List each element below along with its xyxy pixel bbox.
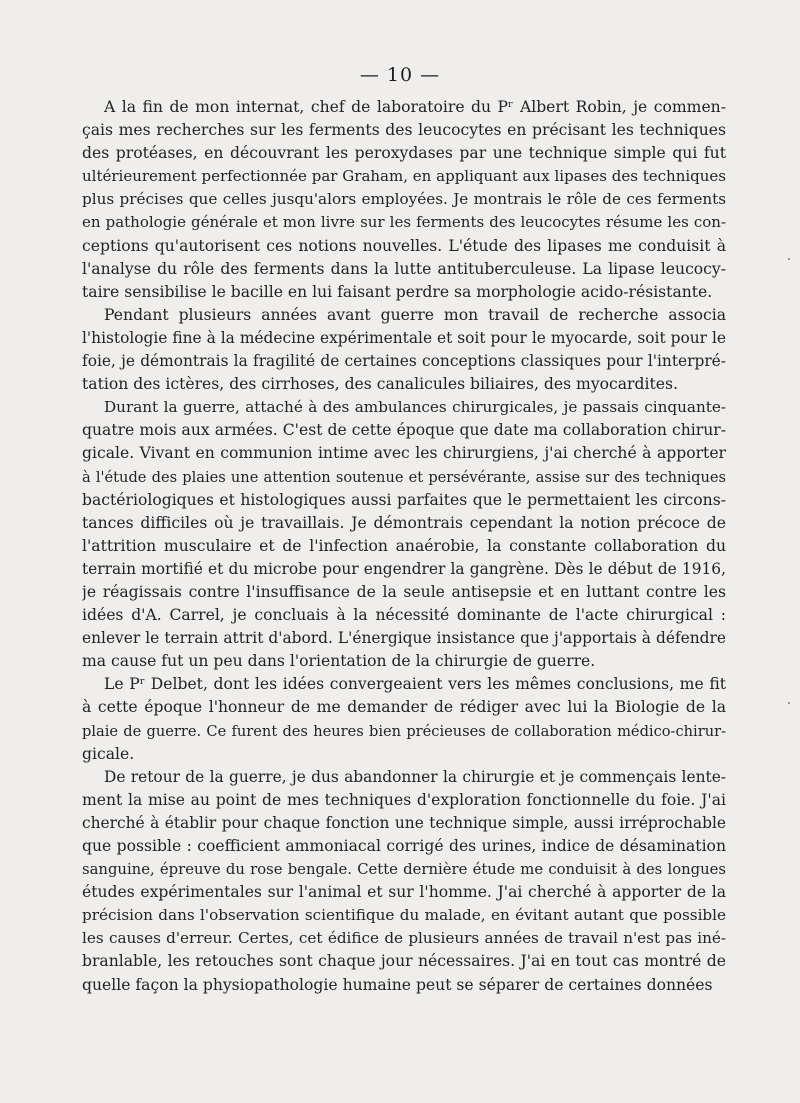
text-line: à l'étude des plaies une attention soutenue et persévérante, assise sur des techniques (82, 468, 726, 486)
text-line: que possible : coefficient ammoniacal corrigé des urines, indice de désamination (82, 837, 726, 855)
text-line: études expérimentales sur l'animal et sur l'homme. J'ai cherché à apporter de la (82, 883, 726, 902)
text-line: plus précises que celles jusqu'alors employées. Je montrais le rôle de ces ferments (82, 190, 726, 209)
text-line: Le Pʳ Delbet, dont les idées convergeaient vers les mêmes conclusions, me fit (104, 675, 726, 694)
text-line: branlable, les retouches sont chaque jour nécessaires. J'ai en tout cas montré de (82, 952, 726, 971)
body-text (82, 96, 726, 997)
text-line: l'attrition musculaire et de l'infection anaérobie, la constante collaboration du (82, 536, 726, 555)
text-line: l'histologie fine à la médecine expérimentale et soit pour le myocarde, soit pour le (82, 328, 726, 347)
paragraph (82, 304, 726, 396)
text-line: Durant la guerre, attaché à des ambulances chirurgicales, je passais cinquante- (104, 398, 726, 417)
text-line: Pendant plusieurs années avant guerre mon travail de recherche associa (104, 305, 726, 324)
text-line: les causes d'erreur. Certes, cet édifice de plusieurs années de travail n'est pas iné- (82, 929, 726, 948)
text-line: quelle façon la physiopathologie humaine peut se séparer de certaines données (82, 975, 713, 994)
text-line: ma cause fut un peu dans l'orientation de la chirurgie de guerre. (82, 652, 596, 671)
paragraph (82, 96, 726, 304)
text-line: ceptions qu'autorisent ces notions nouvelles. L'étude des lipases me conduisit à (82, 236, 726, 255)
text-line: quatre mois aux armées. C'est de cette époque que date ma collaboration chirur- (82, 421, 726, 440)
text-line: ment la mise au point de mes techniques d'exploration fonctionnelle du foie. J'ai (82, 790, 726, 809)
text-line: des protéases, en découvrant les peroxydases par une technique simple qui fut (82, 144, 726, 163)
text-line: je réagissais contre l'insuffisance de la seule antisepsie et en luttant contre les (82, 582, 726, 601)
text-line: à cette époque l'honneur de me demander de rédiger avec lui la Biologie de la (82, 698, 726, 717)
text-line: en pathologie générale et mon livre sur les ferments des leucocytes résume les con- (82, 213, 726, 232)
text-line: plaie de guerre. Ce furent des heures bien précieuses de collaboration médico-chirur- (82, 722, 726, 740)
text-line: l'analyse du rôle des ferments dans la lutte antituberculeuse. La lipase leucocy- (82, 259, 726, 278)
text-line: De retour de la guerre, je dus abandonner la chirurgie et je commençais lente- (104, 767, 726, 786)
text-line: sanguine, épreuve du rose bengale. Cette dernière étude me conduisit à des longues (82, 861, 726, 879)
text-line: A la fin de mon internat, chef de laboratoire du Pʳ Albert Robin, je commen- (104, 98, 726, 116)
margin-speck (788, 258, 790, 260)
text-line: précision dans l'observation scientifique du malade, en évitant autant que possible (82, 906, 726, 925)
text-line: gicale. Vivant en communion intime avec les chirurgiens, j'ai cherché à apporter (82, 444, 726, 463)
paragraph (82, 673, 726, 765)
text-line: enlever le terrain attrit d'abord. L'énergique insistance que j'apportais à défendre (82, 629, 726, 648)
text-line: idées d'A. Carrel, je concluais à la nécessité dominante de l'acte chirurgical : (82, 606, 726, 625)
page-number: — 10 — (359, 64, 441, 86)
text-line: foie, je démontrais la fragilité de certaines conceptions classiques pour l'interpré- (82, 352, 726, 371)
text-line: tation des ictères, des cirrhoses, des canalicules biliaires, des myocardites. (82, 375, 678, 394)
text-line: çais mes recherches sur les ferments des leucocytes en précisant les techniques (82, 121, 726, 140)
text-line: gicale. (82, 744, 135, 763)
text-line: ultérieurement perfectionnée par Graham, en appliquant aux lipases des techniques (82, 167, 726, 186)
paragraph (82, 766, 726, 997)
paragraph (82, 396, 726, 673)
margin-speck (788, 702, 790, 704)
text-line: bactériologiques et histologiques aussi parfaites que le permettaient les circons- (82, 490, 726, 509)
text-line: cherché à établir pour chaque fonction une technique simple, aussi irréprochable (82, 813, 726, 832)
text-line: terrain mortifié et du microbe pour engendrer la gangrène. Dès le début de 1916, (82, 559, 726, 578)
text-line: taire sensibilise le bacille en lui faisant perdre sa morphologie acido-résistante. (82, 282, 713, 301)
text-line: tances difficiles où je travaillais. Je démontrais cependant la notion précoce de (82, 513, 726, 532)
